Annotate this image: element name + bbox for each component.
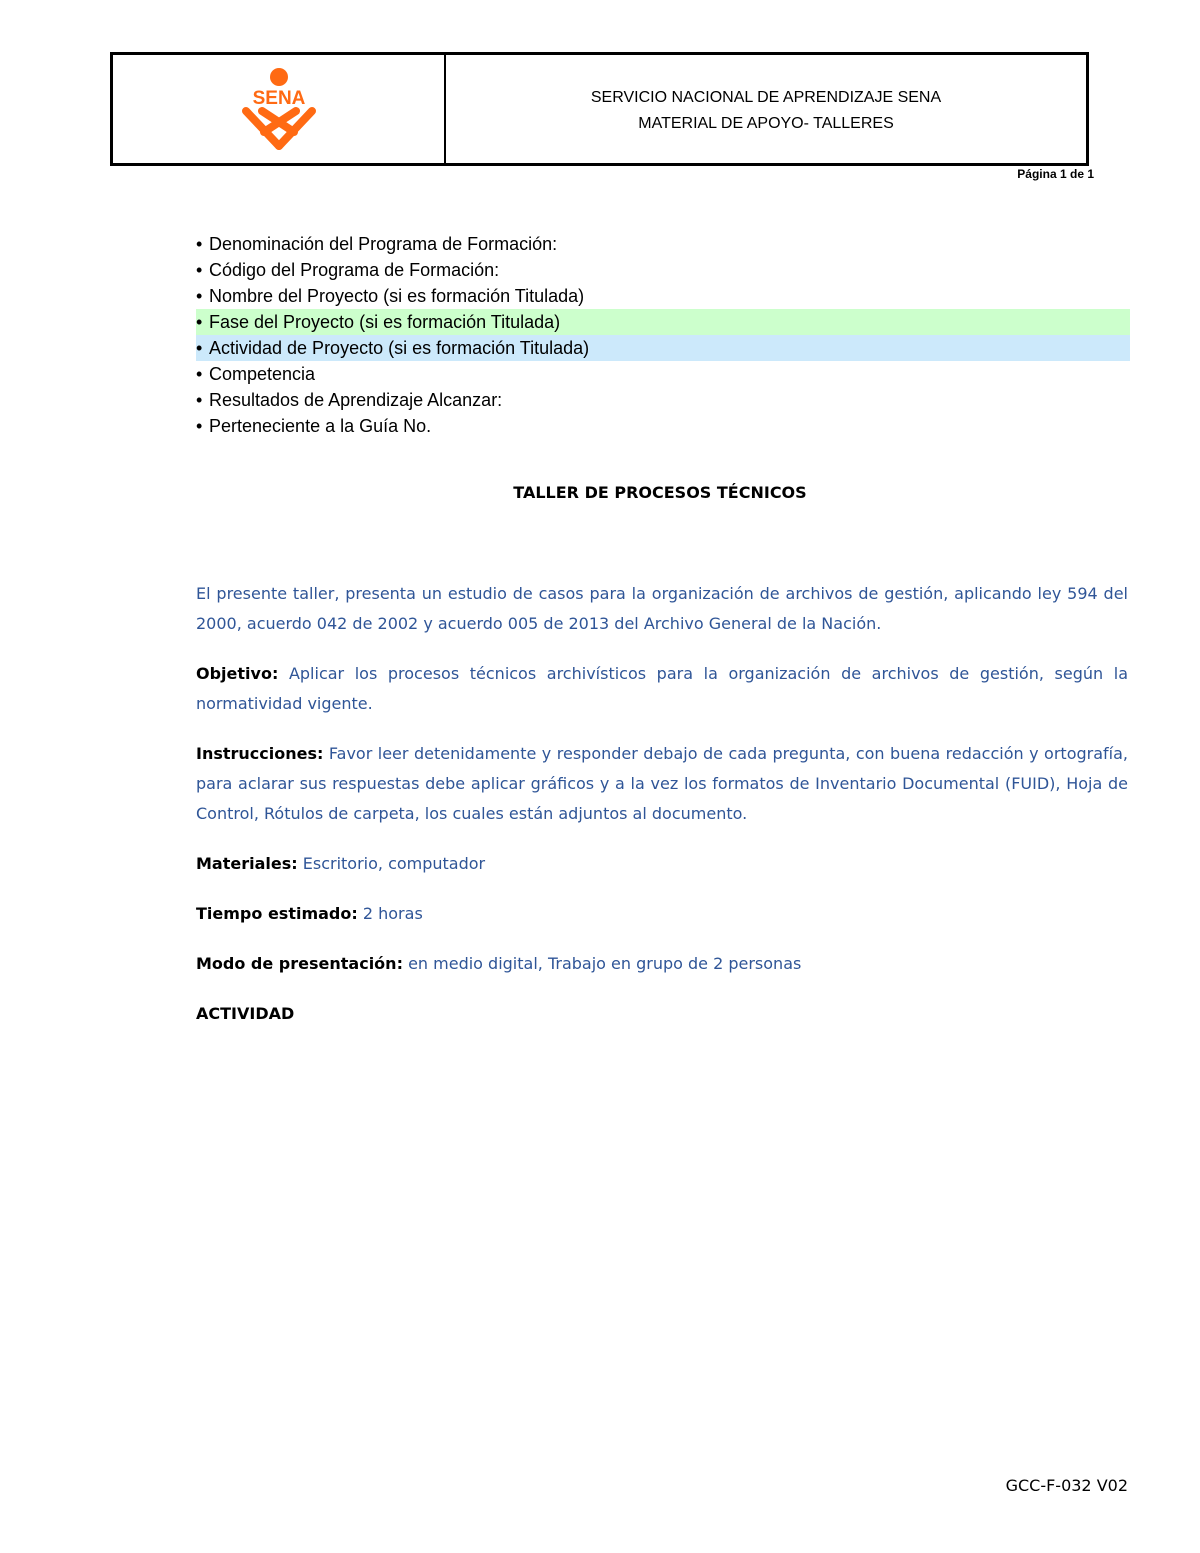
instructions-label: Instrucciones: [196, 744, 324, 763]
program-field-item [196, 231, 1130, 257]
presentation-paragraph [196, 949, 1128, 979]
program-field-label: Resultados de Aprendizaje Alcanzar: [209, 390, 503, 410]
sena-logo [234, 67, 324, 151]
program-field-item [196, 413, 1130, 439]
activity-heading: ACTIVIDAD [196, 1004, 295, 1023]
program-field-label: Competencia [209, 364, 316, 384]
workshop-title: TALLER DE PROCESOS TÉCNICOS [513, 483, 807, 502]
body-text [196, 579, 1128, 1049]
page-number: Página 1 de 1 [1017, 167, 1094, 181]
materials-label: Materiales: [196, 854, 298, 873]
instructions-text: Favor leer detenidamente y responder debajo de cada pregunta, con buena redacción y ortografía, para aclarar sus respuestas debe aplicar gráficos y a la vez los formatos de Inventario Documental (FUID), Hoja de Control, Rótulos de carpeta, los cuales están adjuntos al documento. [196, 744, 1128, 823]
header-line-1: SERVICIO NACIONAL DE APRENDIZAJE SENA [590, 89, 942, 106]
objective-label: Objetivo: [196, 664, 279, 683]
materials-paragraph [196, 849, 1128, 879]
program-field-item [196, 387, 1130, 413]
intro-paragraph: El presente taller, presenta un estudio de casos para la organización de archivos de gestión, aplicando ley 594 del 2000, acuerdo 042 de 2002 y acuerdo 005 de 2013 del Archivo General de la Nación. [196, 584, 1128, 633]
bullet-icon: • [196, 390, 203, 410]
program-field-label: Denominación del Programa de Formación: [209, 234, 558, 254]
header-line-2: MATERIAL DE APOYO- TALLERES [638, 115, 894, 132]
program-fields-list [196, 231, 1130, 439]
presentation-text: en medio digital, Trabajo en grupo de 2 personas [408, 954, 802, 973]
time-text: 2 horas [362, 904, 423, 923]
bullet-icon: • [196, 364, 203, 384]
form-code: GCC-F-032 V02 [1005, 1476, 1128, 1495]
logo-text: SENA [252, 88, 305, 109]
program-field-label: Nombre del Proyecto (si es formación Titulada) [209, 286, 585, 306]
presentation-label: Modo de presentación: [196, 954, 403, 973]
program-field-item [196, 361, 1130, 387]
materials-text: Escritorio, computador [302, 854, 486, 873]
program-field-label: Fase del Proyecto (si es formación Titulada) [209, 312, 561, 332]
program-field-item [196, 257, 1130, 283]
objective-paragraph [196, 659, 1128, 719]
header-table [110, 52, 1089, 166]
bullet-icon: • [196, 234, 203, 254]
program-field-item [196, 309, 1130, 335]
objective-text: Aplicar los procesos técnicos archivísticos para la organización de archivos de gestión, según la normatividad vigente. [196, 664, 1129, 713]
program-field-label: Actividad de Proyecto (si es formación Titulada) [209, 338, 590, 358]
bullet-icon: • [196, 286, 203, 306]
header-title-cell [446, 55, 1086, 163]
program-field-item [196, 335, 1130, 361]
bullet-icon: • [196, 416, 203, 436]
time-label: Tiempo estimado: [196, 904, 358, 923]
time-paragraph [196, 899, 1128, 929]
bullet-icon: • [196, 260, 203, 280]
program-field-item [196, 283, 1130, 309]
logo-cell [113, 55, 446, 163]
program-field-label: Perteneciente a la Guía No. [209, 416, 432, 436]
bullet-icon: • [196, 312, 203, 332]
bullet-icon: • [196, 338, 203, 358]
instructions-paragraph [196, 739, 1128, 829]
program-field-label: Código del Programa de Formación: [209, 260, 500, 280]
